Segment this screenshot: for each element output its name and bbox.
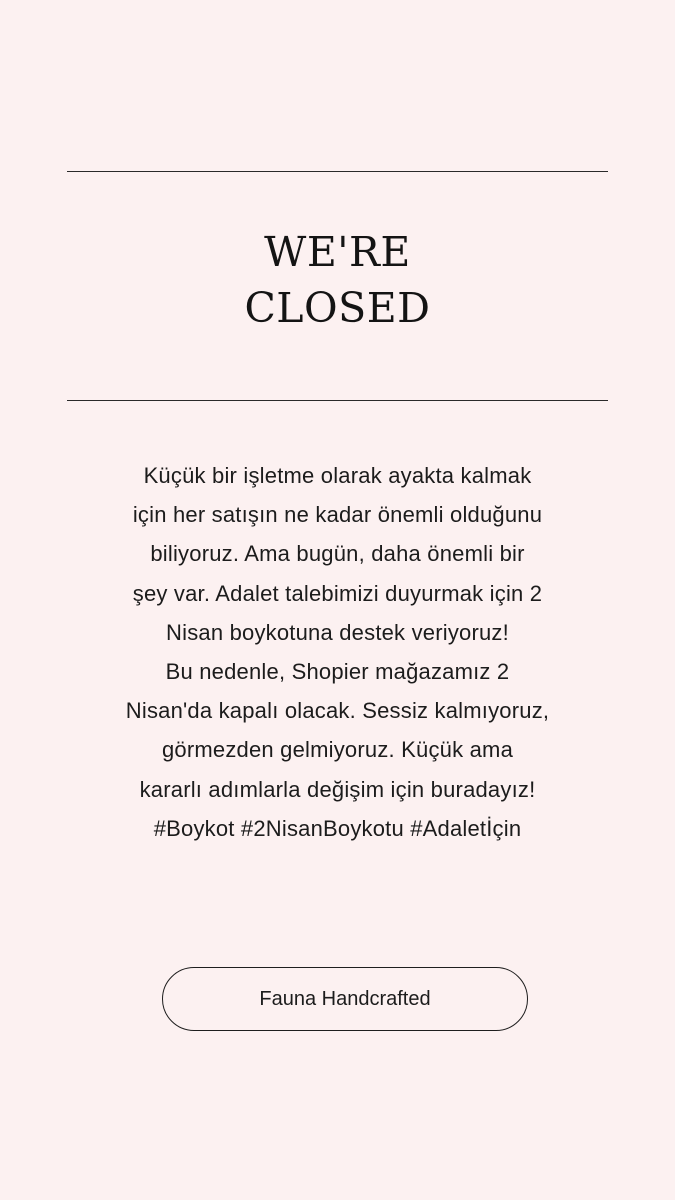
hashtags-line: #Boykot #2NisanBoykotu #Adaletİçin [153,815,522,841]
shop-name-label: Fauna Handcrafted [259,987,431,1010]
top-divider [67,171,608,172]
message-line: şey var. Adalet talebimizi duyurmak için 2 [132,580,543,606]
title-line-2: CLOSED [244,284,431,332]
bottom-divider [67,400,608,401]
message-line: Bu nedenle, Shopier mağazamız 2 [165,659,510,685]
announcement-text [60,456,615,848]
message-line: Nisan boykotuna destek veriyoruz! [166,619,509,645]
shop-name-button[interactable] [162,967,528,1031]
message-line: biliyoruz. Ama bugün, daha önemli bir [150,541,525,567]
message-line: kararlı adımlarla değişim için buradayız! [139,776,536,802]
title-line-1: WE'RE [264,228,411,276]
page-title [0,224,675,336]
message-line: için her satışın ne kadar önemli olduğunu [132,502,543,528]
message-line: Nisan'da kapalı olacak. Sessiz kalmıyoruz, [125,698,550,724]
message-line: Küçük bir işletme olarak ayakta kalmak [143,463,532,488]
message-line: görmezden gelmiyoruz. Küçük ama [161,737,514,763]
